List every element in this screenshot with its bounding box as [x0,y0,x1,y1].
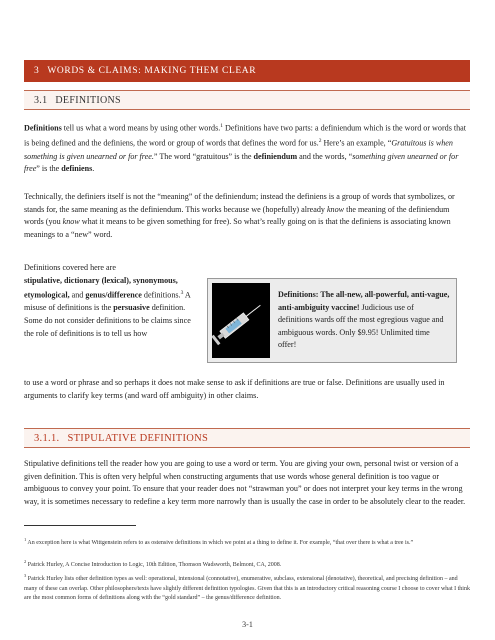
callout-body: Judicious use of definitions wards off the most egregious vague and ambiguous words. Only $9.95! Unlimited time offer! [278,302,444,349]
text: what it means to be given something for free). So what’s really going on is that the definiens is associating known meanings to a “new” word. [24,217,451,239]
paragraph-stipulative: Stipulative definitions tell the reader how you are going to use a word or term. You are giving your own, personal twist or version of a given definition. This is often very helpful when constructing arguments that use words whose general definition is too vague or ambiguous to convey your point. To ensure that your reader does not “strawman you” or does not interpret your key terms in the wrong way, it is sometimes necessary to redefine a key term more narrowly than is usually the case in order to be absolutely clear to the reader. [24,459,466,506]
text: and the words, “ [297,151,353,161]
footnote-divider [24,525,136,526]
callout-heading: Definitions: The all-new, all-powerful, anti-vague, anti-ambiguity vaccine! [278,290,450,312]
footnote-3 [24,571,470,604]
footnote-text: An exception here is what Wittgenstein refers to as ostensive definitions in which we point at a thing to define it. For example, “that over there is what a tree is.” [26,540,414,546]
paragraph-definitions [24,120,470,176]
text: tell us what a word means by using other words. [61,123,221,133]
text: and [69,290,84,300]
paragraph-types [24,262,200,340]
footnote-ref-2[interactable]: 2 [318,138,322,145]
text: Here’s an example, “ [321,138,392,148]
page-number: 3-1 [242,620,253,629]
text: definitions. [141,290,181,300]
callout-text [278,289,450,352]
text: ” is the [36,164,62,174]
footnote-ref-1[interactable]: 1 [220,123,224,129]
text: the meaning of the definiendum words (you [24,204,450,227]
subsection-title: STIPULATIVE DEFINITIONS [67,432,209,444]
emphasis-know: know [326,204,345,214]
paragraph-types-continued: to use a word or phrase and so perhaps it does not make sense to ask if definitions are true or false. Definitions are usually used in arguments to clarify key terms (and ward off ambiguity) in other claims. [24,378,445,400]
term-genus-difference: genus/difference [85,290,142,300]
section-number: 3.1 [34,94,48,106]
example-words: something given unearned or for free [24,151,459,174]
footnote-mark: 1 [24,537,27,542]
footnote-mark: 3 [24,573,27,578]
term-definiendum: definiendum [253,151,298,161]
term-definitions: Definitions [24,123,62,133]
term-definiens: definiens [61,164,93,174]
subsection-heading [24,428,470,448]
term-persuasive: persuasive [113,303,150,313]
syringe-icon [212,283,270,358]
text: ” The word “gratuitous” is the [153,151,254,161]
footnote-2 [24,557,470,571]
subsection-number: 3.1.1. [34,432,60,444]
text: Technically, the definiers itself is not the “meaning” of the definiendum; instead the definiens is a group of words that symbolizes, or stands for, the same meaning as the definiendum. This works because we (hopefully) already [24,192,455,214]
example-text: Gratuitous is when something is given unearned or for free. [24,138,453,161]
syringe-image [212,283,270,358]
text: Definitions covered here are [24,263,116,272]
definition-types: stipulative, dictionary (lexical), synonymous, etymological, [24,275,178,300]
emphasis-know: know [62,217,80,227]
paragraph-technically [24,191,470,241]
section-title: DEFINITIONS [55,94,121,106]
text: Definitions have two parts: a definiendum which is the word or words that is being defined and the definiens, the word or group of words that defines the word for us. [24,123,467,148]
chapter-number: 3 [34,66,40,76]
text: definition. Some do not consider definitions to be claims since the role of definitions is to tell us how [24,303,191,338]
section-heading [24,90,470,110]
footnote-mark: 2 [24,559,27,564]
callout-box [207,278,457,363]
chapter-heading [24,60,470,82]
chapter-title: WORDS & CLAIMS: MAKING THEM CLEAR [47,66,257,76]
footnote-text: Patrick Hurley, A Concise Introduction to Logic, 10th Edition, Thomson Wadsworth, Belmont, CA, 2008. [26,562,282,568]
text: A misuse of definitions is the [24,290,191,313]
footnote-ref-3[interactable]: 3 [180,290,184,297]
footnote-1 [24,535,470,549]
text: . [92,164,95,174]
footnote-text: Patrick Hurley lists other definition types as well: operational, intensional (connotative), enumerative, subclass, extensional (denotative), theoretical, and precising definition – and many of these can overlap. Other philosophers/texts have slightly different definition typologies. Given that this is an introductory critical reasoning course I choose to cover what I think are the most common forms of definitions along with the “gold standard” – the genus/difference definition. [24,576,470,601]
